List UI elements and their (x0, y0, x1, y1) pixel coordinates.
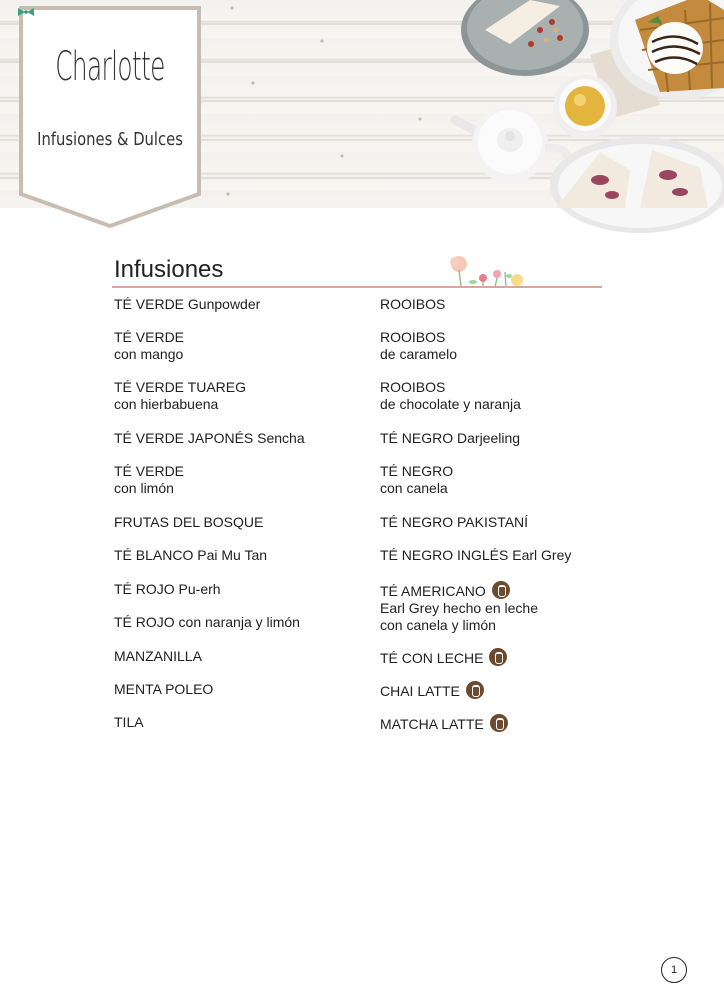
menu-item-description: con mango (114, 346, 184, 362)
menu-item: TÉ CON LECHE (380, 648, 552, 667)
menu-item: MATCHA LATTE (380, 714, 552, 733)
teapot (455, 107, 566, 183)
menu-item-description: de chocolate y naranja (380, 396, 521, 412)
menu-item: ROOIBOS (380, 296, 446, 312)
menu-item: TÉ NEGRO INGLÉS Earl Grey (380, 547, 572, 563)
menu-item: TÉ VERDE TUAREG con hierbabuena (114, 379, 294, 413)
menu-item: TÉ AMERICANO Earl Grey hecho en leche con canela y limón (380, 581, 552, 634)
menu-item: CHAI LATTE (380, 681, 552, 700)
milk-jug-icon (490, 714, 508, 732)
menu-item: TILA (114, 714, 144, 730)
menu-item-description: Earl Grey hecho en leche (380, 600, 538, 616)
menu-item: TÉ VERDE con mango (114, 329, 294, 363)
milk-jug-icon (492, 581, 510, 599)
brand-logo: Charlotte (55, 44, 165, 90)
milk-jug-icon (489, 648, 507, 666)
menu-item: TÉ ROJO con naranja y limón (114, 614, 300, 630)
bowtie-icon (18, 8, 34, 16)
menu-item: TÉ NEGRO Darjeeling (380, 430, 521, 446)
page-number: 1 (661, 957, 687, 983)
menu-item: TÉ VERDE Gunpowder (114, 296, 261, 312)
menu-item: TÉ VERDE JAPONÉS Sencha (114, 430, 305, 446)
brand-banner (18, 8, 202, 230)
menu-item: TÉ NEGRO con canela (380, 463, 552, 497)
milk-jug-icon (466, 681, 484, 699)
menu-item: TÉ VERDE con limón (114, 463, 294, 497)
menu-item-description: de caramelo (380, 346, 458, 362)
menu-item: MENTA POLEO (114, 681, 214, 697)
menu-item-description: con canela y limón (380, 617, 496, 633)
honey-bowl (553, 75, 617, 139)
menu-item-description: con limón (114, 480, 174, 496)
section-title: Infusiones (114, 256, 224, 283)
menu-item: TÉ NEGRO PAKISTANÍ (380, 514, 529, 530)
flowers-icon (443, 254, 533, 288)
menu-item-description: con canela (380, 480, 448, 496)
section-divider (112, 286, 602, 288)
cheesecake-plate (550, 137, 724, 233)
menu-item: MANZANILLA (114, 648, 202, 664)
menu-item: FRUTAS DEL BOSQUE (114, 514, 264, 530)
menu-item: ROOIBOS de chocolate y naranja (380, 379, 552, 413)
brand-tagline: Infusiones & Dulces (37, 129, 183, 150)
menu-item: TÉ ROJO Pu-erh (114, 581, 221, 597)
cheese-plate (461, 0, 589, 76)
menu-item: ROOIBOS de caramelo (380, 329, 552, 363)
menu-item-description: con hierbabuena (114, 396, 219, 412)
menu-item: TÉ BLANCO Pai Mu Tan (114, 547, 268, 563)
